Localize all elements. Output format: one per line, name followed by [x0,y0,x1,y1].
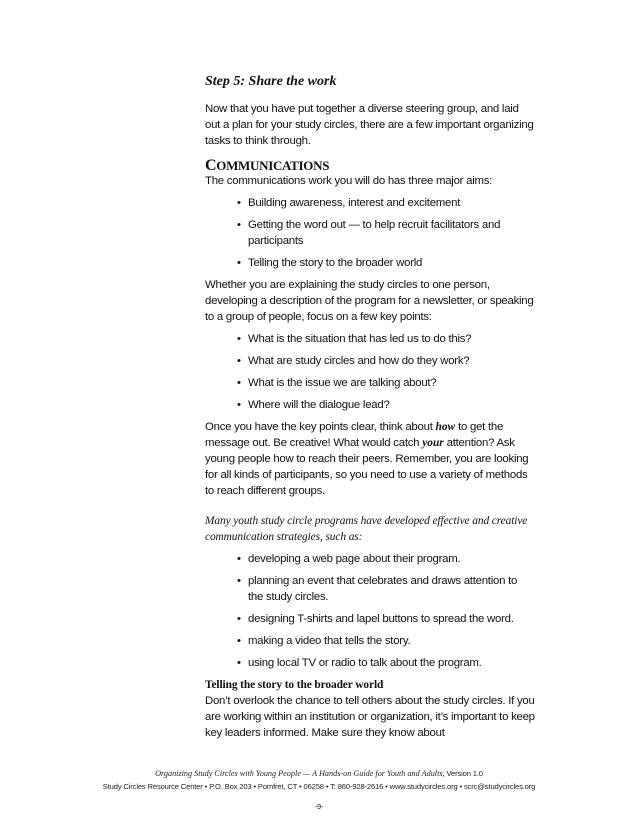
strategies-list [205,551,535,671]
creative-your: your [422,437,444,449]
key-points-intro: Whether you are explaining the study circles to one person, developing a description of the program for a newsletter, or speaking to a group of people, focus on a few key points: [205,279,534,323]
list-item: • What are study circles and how do they work? [237,353,535,369]
creative-text-1: Once you have the key points clear, think about [205,421,436,433]
communications-heading [205,158,535,173]
list-item: • What is the issue we are talking about? [237,375,535,391]
list-item: • making a video that tells the story. [237,633,535,649]
creative-text-3: attention? Ask young people how to reach their peers. Remember, you are looking for all kinds of participants, so you need to use a variety of methods to reach different groups. [205,437,529,497]
broader-world-paragraph: Don’t overlook the chance to tell others about the study circles. If you are working within an institution or organization, it’s important to keep key leaders informed. Make sure they know about [205,695,535,739]
creative-text-2: to get the message out. Be creative! What would catch [205,421,504,449]
footer-book-title: Organizing Study Circles with Young People — A Hands-on Guide for Youth and Adults, [155,769,445,778]
heading-rest: OMMUNICATIONS [216,158,330,173]
footer-title-line [0,769,638,778]
intro-paragraph: Now that you have put together a diverse steering group, and laid out a plan for your study circles, there are a few important organizing tasks to think through. [205,103,534,147]
main-content [205,74,535,741]
list-item: • Getting the word out — to help recruit facilitators and participants [237,217,535,249]
list-item: • planning an event that celebrates and draws attention to the study circles. [237,573,535,605]
footer-version: Version 1.0 [444,769,483,778]
list-item: • designing T-shirts and lapel buttons to spread the word. [237,611,535,627]
broader-world-heading: Telling the story to the broader world [205,679,384,691]
creative-how: how [435,421,456,433]
step-title: Step 5: Share the work [205,74,337,89]
list-item: • using local TV or radio to talk about the program. [237,655,535,671]
strategies-intro: Many youth study circle programs have developed effective and creative communication strategies, such as: [205,515,528,543]
list-item: • developing a web page about their program. [237,551,535,567]
list-item: • Building awareness, interest and excitement [237,195,535,211]
key-points-list [205,331,535,413]
footer-address: Study Circles Resource Center • P.O. Box 203 • Pomfret, CT • 06258 • T: 860-928-2616 • www.studycircles.org • scrc@studycircles.org [102,782,536,791]
creative-paragraph [205,419,535,499]
list-item: • Where will the dialogue lead? [237,397,535,413]
aims-list [205,195,535,271]
aims-intro: The communications work you will do has three major aims: [205,175,493,187]
heading-initial: C [205,157,217,174]
page-number: -9- [314,802,324,811]
list-item: • Telling the story to the broader world [237,255,535,271]
list-item: • What is the situation that has led us to do this? [237,331,535,347]
